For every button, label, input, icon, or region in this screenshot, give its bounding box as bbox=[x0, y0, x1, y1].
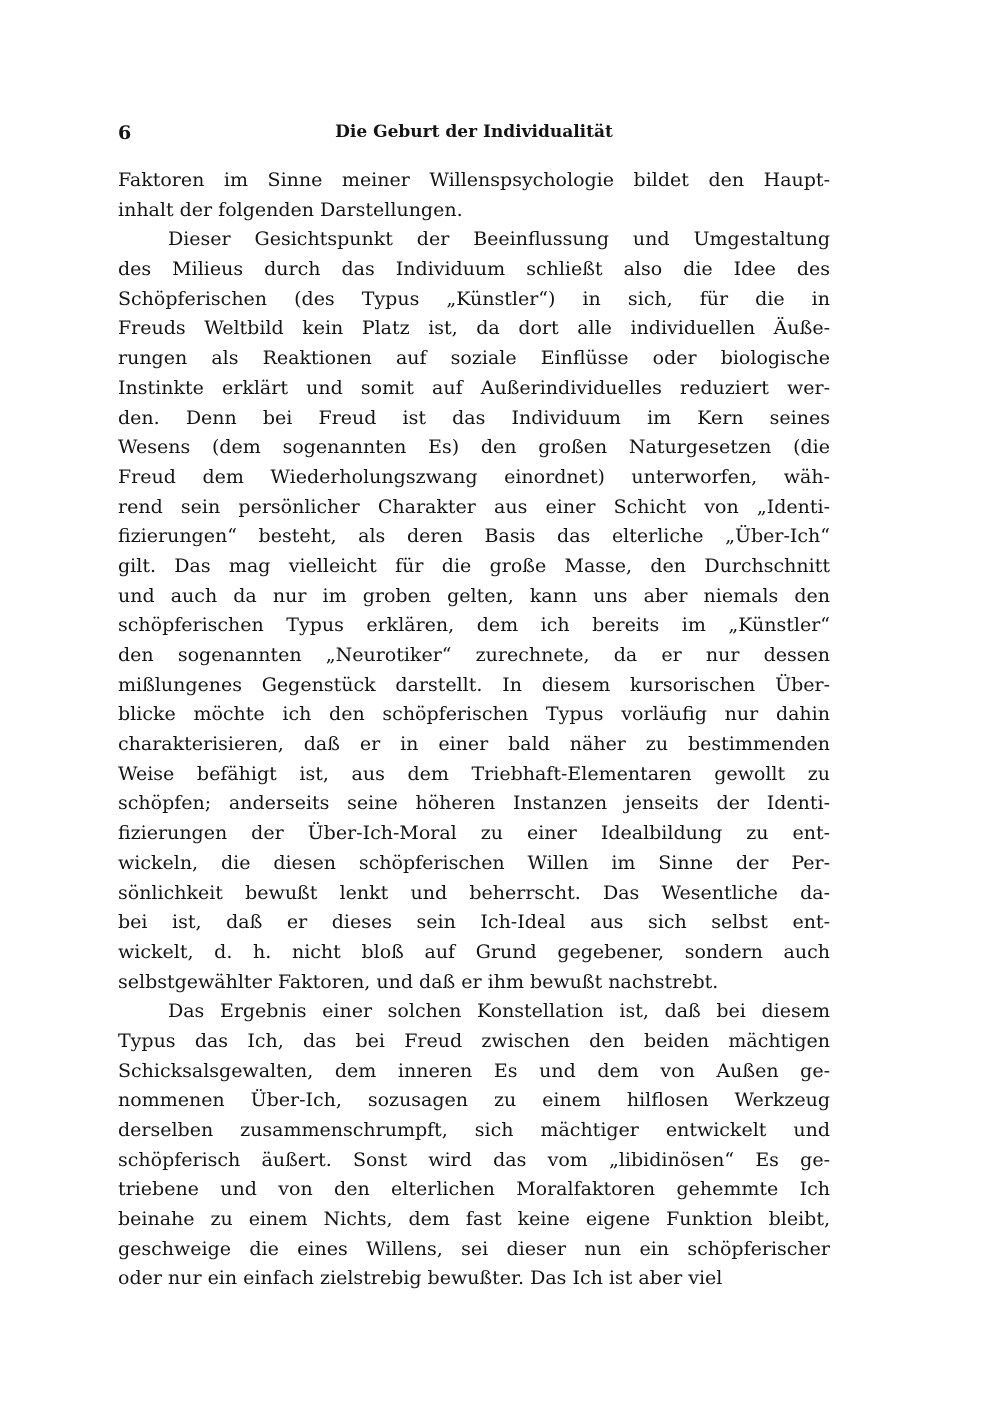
text-line: geschweige die eines Willens, sei dieser nun ein schöpferischer bbox=[118, 1237, 830, 1260]
text-line: bei ist, daß er dieses sein Ich-Ideal aus sich selbst ent- bbox=[118, 911, 830, 934]
paragraph bbox=[118, 166, 830, 225]
text-line: den sogenannten „Neurotiker“ zurechnete, da er nur dessen bbox=[118, 644, 830, 666]
text-line: des Milieus durch das Individuum schließt also die Idee des bbox=[118, 258, 830, 281]
text-line: selbstgewählter Faktoren, und daß er ihm bewußt nachstrebt. bbox=[118, 970, 719, 993]
text-line: fizierungen der Über-Ich-Moral zu einer Idealbildung zu ent- bbox=[118, 822, 830, 845]
text-line: gilt. Das mag vielleicht für die große Masse, den Durchschnitt bbox=[118, 554, 830, 577]
text-line: Dieser Gesichtspunkt der Beeinflussung und Umgestaltung bbox=[168, 228, 830, 251]
text-line: Freud dem Wiederholungszwang einordnet) unterworfen, wäh- bbox=[118, 465, 830, 488]
text-line: den. Denn bei Freud ist das Individuum im Kern seines bbox=[118, 406, 830, 429]
text-line: Typus das Ich, das bei Freud zwischen den beiden mächtigen bbox=[118, 1029, 830, 1052]
text-line: inhalt der folgenden Darstellungen. bbox=[118, 198, 463, 221]
text-line: Weise befähigt ist, aus dem Triebhaft-Elementaren gewollt zu bbox=[118, 762, 830, 785]
paragraph bbox=[118, 225, 830, 997]
text-line: Schöpferischen (des Typus „Künstler“) in sich, für die in bbox=[118, 287, 830, 310]
paragraph bbox=[118, 997, 830, 1294]
text-line: beinahe zu einem Nichts, dem fast keine eigene Funktion bleibt, bbox=[118, 1208, 830, 1231]
running-head bbox=[118, 122, 830, 148]
text-line: Faktoren im Sinne meiner Willenspsychologie bildet den Haupt- bbox=[118, 169, 830, 191]
text-line: und auch da nur im groben gelten, kann uns aber niemals den bbox=[118, 584, 830, 607]
text-line: schöpferisch äußert. Sonst wird das vom „libidinösen“ Es ge- bbox=[118, 1148, 830, 1171]
text-line: triebene und von den elterlichen Moralfaktoren gehemmte Ich bbox=[118, 1178, 830, 1201]
text-line: Schicksalsgewalten, dem inneren Es und dem von Außen ge- bbox=[118, 1059, 830, 1082]
text-line: rungen als Reaktionen auf soziale Einflüsse oder biologische bbox=[118, 347, 830, 370]
text-line: oder nur ein einfach zielstrebig bewußter. Das Ich ist aber viel bbox=[118, 1267, 723, 1290]
text-line: schöpfen; anderseits seine höheren Instanzen jenseits der Identi- bbox=[118, 792, 830, 815]
text-line: fizierungen“ besteht, als deren Basis das elterliche „Über-Ich“ bbox=[118, 525, 830, 548]
text-line: rend sein persönlicher Charakter aus einer Schicht von „Identi- bbox=[118, 495, 830, 518]
body-text bbox=[118, 166, 830, 1294]
text-line: wickeln, die diesen schöpferischen Willen im Sinne der Per- bbox=[118, 851, 830, 874]
text-line: blicke möchte ich den schöpferischen Typus vorläufig nur dahin bbox=[118, 703, 830, 726]
text-line: Das Ergebnis einer solchen Konstellation ist, daß bei diesem bbox=[168, 1000, 830, 1023]
page-number: 6 bbox=[118, 122, 132, 144]
text-line: charakterisieren, daß er in einer bald näher zu bestimmenden bbox=[118, 733, 830, 756]
text-line: schöpferischen Typus erklären, dem ich bereits im „Künstler“ bbox=[118, 614, 830, 637]
text-line: derselben zusammenschrumpft, sich mächtiger entwickelt und bbox=[118, 1119, 830, 1141]
running-title: Die Geburt der Individualität bbox=[335, 122, 613, 142]
text-line: mißlungenes Gegenstück darstellt. In diesem kursorischen Über- bbox=[118, 673, 830, 696]
text-line: Wesens (dem sogenannten Es) den großen Naturgesetzen (die bbox=[118, 436, 830, 459]
text-line: Instinkte erklärt und somit auf Außerindividuelles reduziert wer- bbox=[118, 376, 830, 399]
text-line: sönlichkeit bewußt lenkt und beherrscht. Das Wesentliche da- bbox=[118, 881, 830, 904]
text-line: nommenen Über-Ich, sozusagen zu einem hilflosen Werkzeug bbox=[118, 1089, 830, 1112]
text-line: Freuds Weltbild kein Platz ist, da dort alle individuellen Äuße- bbox=[118, 317, 830, 340]
text-line: wickelt, d. h. nicht bloß auf Grund gegebener, sondern auch bbox=[118, 940, 830, 963]
